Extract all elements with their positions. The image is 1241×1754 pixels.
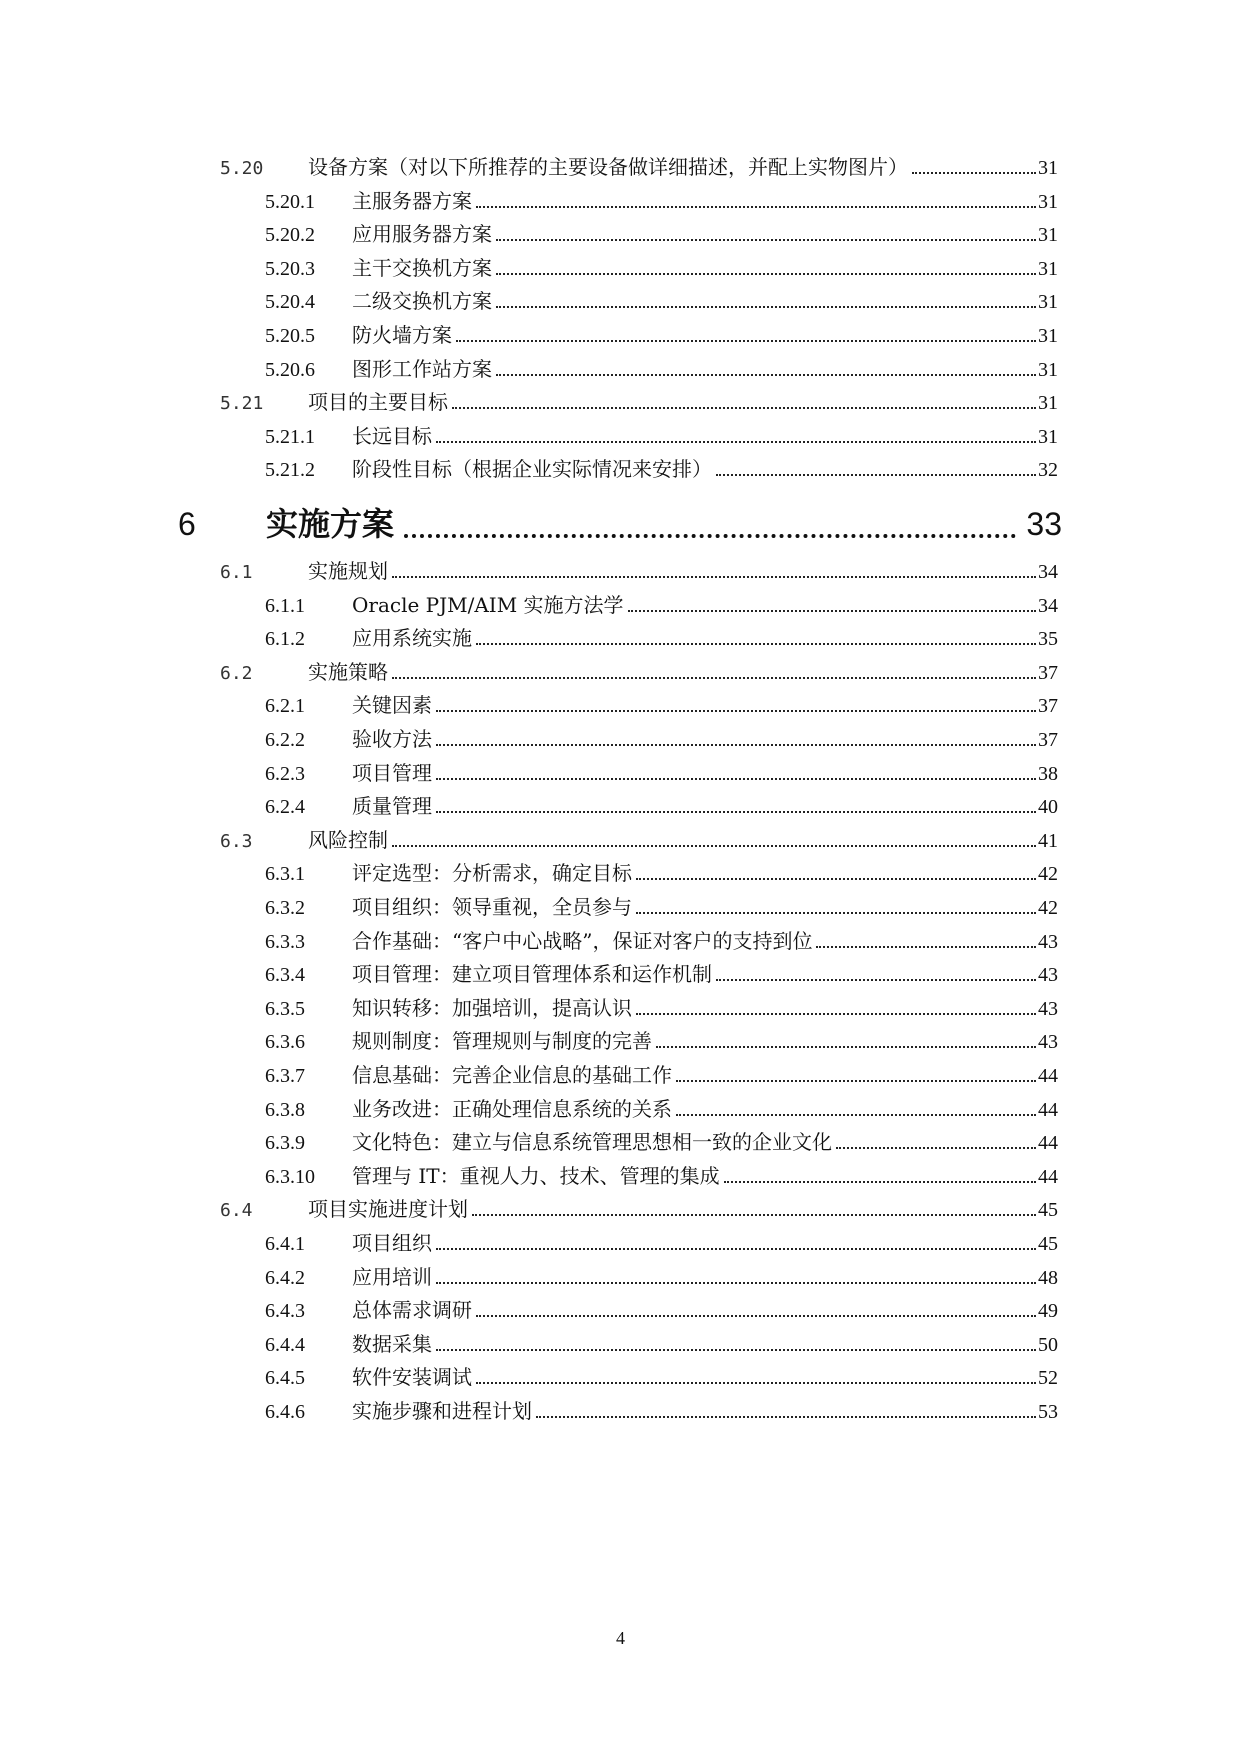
toc-entry-number: 6.4.3: [265, 1300, 305, 1323]
toc-entry[interactable]: [265, 791, 1058, 821]
toc-entry-number: 6.4: [220, 1200, 253, 1222]
toc-entry-page: 40: [1038, 796, 1058, 819]
toc-entry-page: 34: [1038, 561, 1058, 583]
dot-leader: [476, 643, 1036, 645]
toc-entry[interactable]: [265, 1396, 1058, 1426]
dot-leader: [392, 845, 1036, 847]
dot-leader: [472, 1214, 1036, 1216]
toc-entry-page: 43: [1038, 930, 1058, 953]
toc-entry-page: 49: [1038, 1300, 1058, 1323]
toc-entry-number: 6.3.10: [265, 1165, 315, 1188]
toc-entry-number: 6.1.1: [265, 594, 305, 617]
toc-entry-title: 信息基础：完善企业信息的基础工作: [352, 1063, 672, 1087]
toc-entry-title: 项目组织: [352, 1231, 432, 1255]
toc-entry[interactable]: [265, 1329, 1058, 1359]
toc-entry-title: 评定选型：分析需求，确定目标: [352, 861, 632, 886]
toc-entry-number: 6.1: [220, 562, 253, 583]
toc-entry[interactable]: [265, 724, 1058, 754]
toc-entry[interactable]: [265, 1262, 1058, 1292]
toc-entry-title: 项目实施进度计划: [308, 1197, 468, 1222]
toc-entry-number: 6.4.5: [265, 1367, 305, 1390]
toc-entry-title: 项目的主要目标: [308, 390, 448, 415]
toc-entry-page: 44: [1038, 1065, 1058, 1087]
toc-entry[interactable]: [265, 993, 1058, 1023]
toc-entry-number: 6.4.6: [265, 1401, 305, 1423]
dot-leader: [392, 677, 1036, 679]
toc-entry[interactable]: [265, 186, 1058, 216]
dot-leader: [392, 576, 1036, 578]
toc-entry[interactable]: [265, 320, 1058, 350]
toc-entry-page: 31: [1038, 291, 1058, 314]
toc-entry-number: 6.3.3: [265, 930, 305, 953]
toc-entry-title: 主服务器方案: [352, 188, 472, 213]
toc-entry-page: 43: [1038, 997, 1058, 1020]
toc-entry-title: 防火墙方案: [352, 323, 452, 347]
toc-entry-page: 50: [1038, 1333, 1058, 1356]
dot-leader: [836, 1147, 1036, 1149]
dot-leader: [676, 1114, 1036, 1116]
toc-entry-number: 6.2.4: [265, 796, 305, 819]
toc-entry-title: 项目管理：建立项目管理体系和运作机制: [352, 962, 712, 987]
toc-entry-page: 43: [1038, 1031, 1058, 1054]
dot-leader: [452, 407, 1036, 409]
toc-entry-page: 44: [1038, 1132, 1058, 1155]
dot-leader: [436, 1349, 1036, 1351]
toc-entry[interactable]: [265, 1127, 1058, 1157]
toc-entry-number: 6.4.1: [265, 1233, 305, 1255]
toc-entry-page: 35: [1038, 628, 1058, 651]
toc-entry-page: 42: [1038, 897, 1058, 919]
toc-entry-title: 验收方法: [352, 727, 432, 751]
dot-leader: [816, 946, 1036, 948]
toc-entry-number: 6.2.2: [265, 729, 305, 751]
toc-entry-page: 34: [1038, 594, 1058, 617]
toc-entry[interactable]: [265, 623, 1058, 653]
toc-entry-title: 关键因素: [352, 693, 432, 718]
dot-leader: [496, 306, 1036, 308]
toc-entry[interactable]: [265, 421, 1058, 451]
toc-entry-page: 37: [1038, 729, 1058, 751]
toc-entry-title: 阶段性目标（根据企业实际情况来安排）: [352, 457, 712, 482]
toc-entry-title: 实施步骤和进程计划: [352, 1399, 532, 1423]
toc-entry[interactable]: [265, 1060, 1058, 1090]
toc-entry-page: 31: [1038, 358, 1058, 381]
toc-entry-title: 应用培训: [352, 1264, 432, 1289]
toc-entry[interactable]: [265, 1295, 1058, 1325]
toc-entry-number: 5.20: [220, 158, 264, 179]
toc-entry[interactable]: [265, 926, 1058, 956]
toc-entry-page: 42: [1038, 863, 1058, 886]
dot-leader: [436, 441, 1036, 443]
toc-entry-page: 52: [1038, 1367, 1058, 1390]
dot-leader: [724, 1181, 1036, 1183]
dot-leader: [716, 474, 1036, 476]
toc-entry-title: 实施方案: [266, 505, 395, 543]
toc-entry-title: 应用服务器方案: [352, 222, 492, 247]
toc-entry[interactable]: [265, 1026, 1058, 1056]
toc-entry-number: 6.3.9: [265, 1132, 305, 1155]
toc-entry-number: 6.3: [220, 830, 253, 852]
toc-entry[interactable]: [265, 959, 1058, 989]
toc-entry-page: 32: [1038, 459, 1058, 482]
dot-leader: [476, 1382, 1036, 1384]
toc-entry-page: 37: [1038, 695, 1058, 718]
dot-leader: [436, 1282, 1036, 1284]
toc-entry-page: 31: [1038, 325, 1058, 347]
toc-entry[interactable]: [265, 858, 1058, 888]
toc-entry-number: 6.3.2: [265, 897, 305, 919]
toc-entry-page: 31: [1038, 157, 1058, 179]
toc-entry-number: 5.20.6: [265, 358, 315, 381]
dot-leader: [476, 1315, 1036, 1317]
toc-entry[interactable]: [265, 286, 1058, 316]
toc-entry-title: 实施规划: [308, 559, 388, 583]
dot-leader: [436, 744, 1036, 746]
toc-entry-number: 5.21.1: [265, 425, 315, 448]
dot-leader: [436, 778, 1036, 780]
toc-entry-number: 6.3.5: [265, 997, 305, 1020]
toc-entry[interactable]: [220, 152, 1058, 182]
dot-leader: [496, 374, 1036, 376]
dot-leader: [716, 979, 1036, 981]
toc-entry-page: 43: [1038, 964, 1058, 987]
toc-entry-number: 5.20.3: [265, 257, 315, 280]
toc-entry[interactable]: [265, 892, 1058, 922]
toc-entry-number: 5.20.2: [265, 224, 315, 247]
toc-entry[interactable]: [265, 1161, 1058, 1191]
toc-entry[interactable]: [265, 219, 1058, 249]
toc-entry-page: 53: [1038, 1401, 1058, 1423]
toc-entry-title: 管理与 IT：重视人力、技术、管理的集成: [352, 1163, 720, 1188]
toc-entry-number: 5.20.5: [265, 325, 315, 347]
dot-leader: [636, 878, 1036, 880]
toc-entry[interactable]: [265, 590, 1058, 620]
toc-entry-number: 6.2.1: [265, 695, 305, 718]
toc-entry-title: 设备方案（对以下所推荐的主要设备做详细描述，并配上实物图片）: [308, 155, 908, 179]
toc-entry[interactable]: [265, 690, 1058, 720]
toc-entry-title: 总体需求调研: [352, 1298, 472, 1323]
toc-entry-title: 知识转移：加强培训，提高认识: [352, 995, 632, 1020]
toc-entry-page: 31: [1038, 224, 1058, 247]
toc-entry-title: 数据采集: [352, 1331, 432, 1356]
toc-entry-title: 项目组织：领导重视，全员参与: [352, 895, 632, 919]
toc-entry-page: 33: [1026, 506, 1062, 542]
toc-entry[interactable]: [178, 496, 1062, 552]
toc-entry-number: 6.3.1: [265, 863, 305, 886]
toc-entry-page: 31: [1038, 392, 1058, 415]
dot-leader: [496, 239, 1036, 241]
toc-entry-page: 31: [1038, 257, 1058, 280]
toc-entry-title: 业务改进：正确处理信息系统的关系: [352, 1096, 672, 1121]
toc-entry-page: 38: [1038, 762, 1058, 785]
toc-entry-number: 6.3.4: [265, 964, 305, 987]
toc-entry-title: 规则制度：管理规则与制度的完善: [352, 1029, 652, 1054]
dot-leader: [636, 1013, 1036, 1015]
dot-leader: [456, 340, 1036, 342]
toc-entry-page: 44: [1038, 1165, 1058, 1188]
dot-leader: [476, 206, 1036, 208]
toc-entry[interactable]: [265, 1094, 1058, 1124]
toc-entry-title: 图形工作站方案: [352, 356, 492, 381]
dot-leader: [628, 610, 1036, 612]
toc-entry-number: 6.3.7: [265, 1065, 305, 1087]
toc-entry[interactable]: [265, 1228, 1058, 1258]
toc-entry[interactable]: [220, 825, 1058, 855]
toc-entry-number: 6.4.4: [265, 1333, 305, 1356]
toc-entry-title: 项目管理: [352, 760, 432, 785]
toc-entry-title: 主干交换机方案: [352, 255, 492, 280]
toc-entry-title: 文化特色：建立与信息系统管理思想相一致的企业文化: [352, 1130, 832, 1155]
toc-entry-title: Oracle PJM/AIM 实施方法学: [352, 592, 624, 617]
toc-entry-title: 长远目标: [352, 423, 432, 448]
toc-entry-title: 质量管理: [352, 794, 432, 819]
toc-entry-number: 5.20.1: [265, 190, 315, 213]
toc-entry-page: 31: [1038, 190, 1058, 213]
toc-entry-number: 6.3.8: [265, 1098, 305, 1121]
toc-entry-page: 45: [1038, 1199, 1058, 1222]
dot-leader: [636, 912, 1036, 914]
toc-entry-number: 5.21.2: [265, 459, 315, 482]
dot-leader: [676, 1080, 1036, 1082]
toc-entry-title: 实施策略: [308, 659, 388, 684]
page-number: 4: [616, 1628, 625, 1648]
toc-entry[interactable]: [265, 1362, 1058, 1392]
dot-leader: [656, 1046, 1036, 1048]
toc-entry-number: 5.21: [220, 393, 264, 415]
toc-entry-page: 41: [1038, 829, 1058, 852]
toc-entry-number: 6.4.2: [265, 1266, 305, 1289]
toc-entry-title: 应用系统实施: [352, 626, 472, 651]
toc-entry[interactable]: [220, 556, 1058, 586]
toc-entry[interactable]: [265, 454, 1058, 484]
toc-entry-number: 5.20.4: [265, 291, 315, 314]
toc-entry-number: 6.3.6: [265, 1031, 305, 1054]
toc-entry[interactable]: [265, 253, 1058, 283]
toc-entry[interactable]: [220, 387, 1058, 417]
toc-entry-page: 45: [1038, 1233, 1058, 1255]
toc-entry-number: 6: [178, 506, 196, 542]
toc-entry-title: 软件安装调试: [352, 1365, 472, 1390]
toc-entry[interactable]: [265, 758, 1058, 788]
dot-leader: [436, 1248, 1036, 1250]
toc-entry[interactable]: [220, 1194, 1058, 1224]
toc-entry-number: 6.1.2: [265, 628, 305, 651]
toc-entry[interactable]: [265, 354, 1058, 384]
toc-entry[interactable]: [220, 657, 1058, 687]
toc-entry-title: 二级交换机方案: [352, 289, 492, 314]
toc-entry-number: 6.2.3: [265, 762, 305, 785]
dot-leader: [436, 811, 1036, 813]
dot-leader: [404, 534, 1016, 538]
toc-entry-title: 风险控制: [308, 827, 388, 852]
toc-entry-page: 31: [1038, 425, 1058, 448]
toc-entry-page: 48: [1038, 1266, 1058, 1289]
dot-leader: [436, 710, 1036, 712]
dot-leader: [912, 172, 1036, 174]
toc-entry-title: 合作基础：“客户中心战略”，保证对客户的支持到位: [352, 928, 813, 953]
dot-leader: [496, 273, 1036, 275]
toc-entry-page: 44: [1038, 1098, 1058, 1121]
dot-leader: [536, 1416, 1036, 1418]
toc-entry-number: 6.2: [220, 662, 253, 684]
toc-entry-page: 37: [1038, 661, 1058, 684]
